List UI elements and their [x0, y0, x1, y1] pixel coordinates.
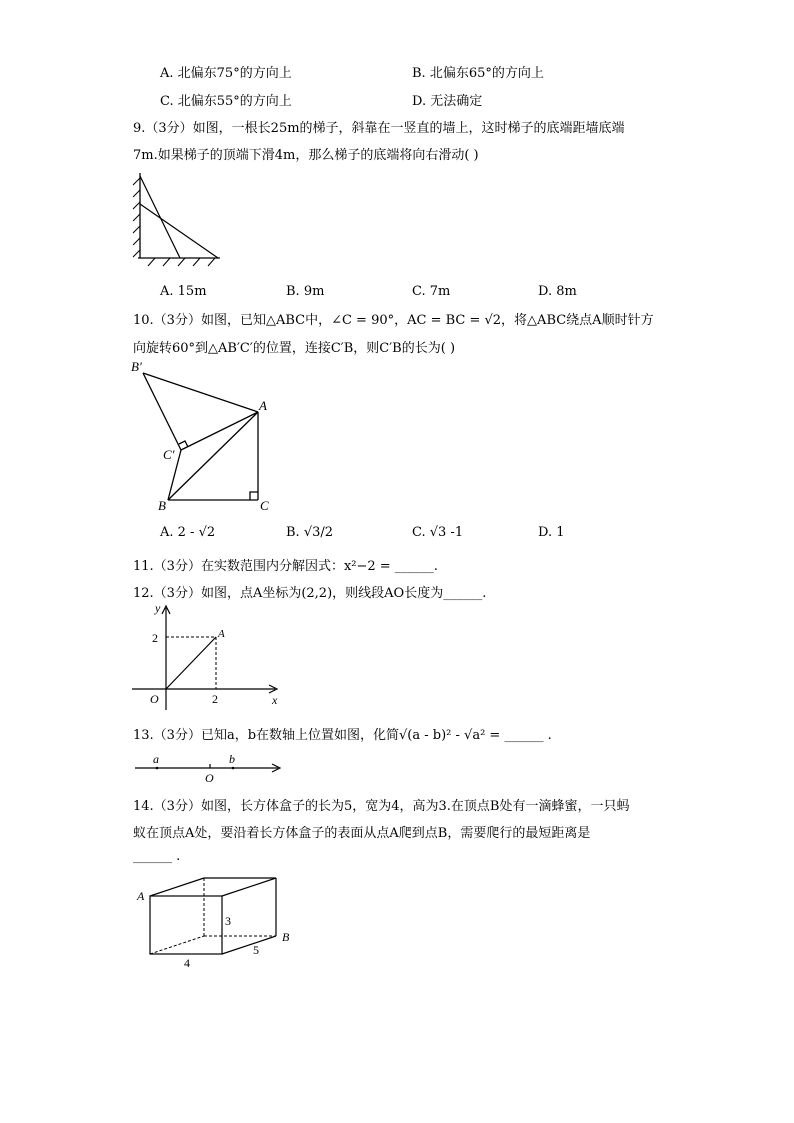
q13-stem: 13.（3分）已知a，b在数轴上位置如图，化简√(a - b)² - √a² = ______ . [133, 728, 552, 743]
q9-stem-line2: 7m.如果梯子的顶端下滑4m，那么梯子的底端将向右滑动( ) [133, 148, 479, 163]
q10-stem-line2: 向旋转60°到△AB′C′的位置，连接C′B，则C′B的长为( ) [133, 341, 456, 356]
number-line-figure [130, 750, 290, 790]
label-c: C [260, 498, 269, 513]
q9-option-b: B. 9m [286, 284, 325, 299]
label-width: 4 [184, 956, 190, 970]
label-a: a [153, 752, 159, 766]
q12-stem: 12.（3分）如图，点A坐标为(2,2)，则线段AO长度为______. [133, 586, 487, 601]
q10-option-a: A. 2 - √2 [160, 525, 216, 540]
label-origin: O [205, 771, 214, 785]
q14-stem-line2: 蚁在顶点A处，要沿着长方体盒子的表面从点A爬到点B，需要爬行的最短距离是 [133, 826, 591, 841]
label-y: y [155, 601, 161, 615]
label-length: 5 [253, 943, 259, 957]
q10-stem-line1: 10.（3分）如图，已知△ABC中，∠C = 90°，AC = BC = √2，将△ABC绕点A顺时针方 [133, 313, 654, 328]
ladder-figure [130, 168, 230, 268]
q10-option-b: B. √3/2 [286, 525, 334, 540]
q10-option-d: D. 1 [538, 525, 565, 540]
label-x-2: 2 [212, 692, 218, 706]
label-a: A [259, 398, 267, 413]
q10-option-c: C. √3 -1 [412, 525, 464, 540]
q8-option-d: D. 无法确定 [412, 94, 483, 109]
q9-stem-line1: 9.（3分）如图，一根长25m的梯子，斜靠在一竖直的墙上，这时梯子的底端距墙底端 [133, 121, 625, 136]
label-vertex-b: B [282, 930, 290, 944]
label-b: b [229, 752, 235, 766]
label-c-prime: C′ [163, 447, 175, 462]
label-x: x [272, 693, 278, 707]
q8-option-b: B. 北偏东65°的方向上 [412, 66, 544, 81]
q8-option-a: A. 北偏东75°的方向上 [160, 66, 292, 81]
label-y-2: 2 [152, 631, 158, 645]
q8-option-c: C. 北偏东55°的方向上 [160, 94, 292, 109]
q9-option-c: C. 7m [412, 284, 451, 299]
label-origin: O [150, 692, 159, 706]
q9-option-a: A. 15m [160, 284, 207, 299]
q11-stem: 11.（3分）在实数范围内分解因式：x²−2 = ______. [133, 559, 438, 574]
label-b: B [158, 498, 166, 513]
label-b-prime: B′ [131, 359, 142, 374]
q9-option-d: D. 8m [538, 284, 577, 299]
label-point-a: A [218, 628, 225, 640]
q14-stem-line1: 14.（3分）如图，长方体盒子的长为5，宽为4，高为3.在顶点B处有一滴蜂蜜，一只蚂 [133, 799, 630, 814]
label-height: 3 [225, 914, 231, 928]
label-vertex-a: A [137, 889, 145, 903]
q14-answer-blank: ______ . [133, 849, 181, 864]
cuboid-figure [132, 870, 302, 970]
coordinate-figure [130, 600, 290, 710]
rotation-triangle-figure [128, 355, 288, 515]
